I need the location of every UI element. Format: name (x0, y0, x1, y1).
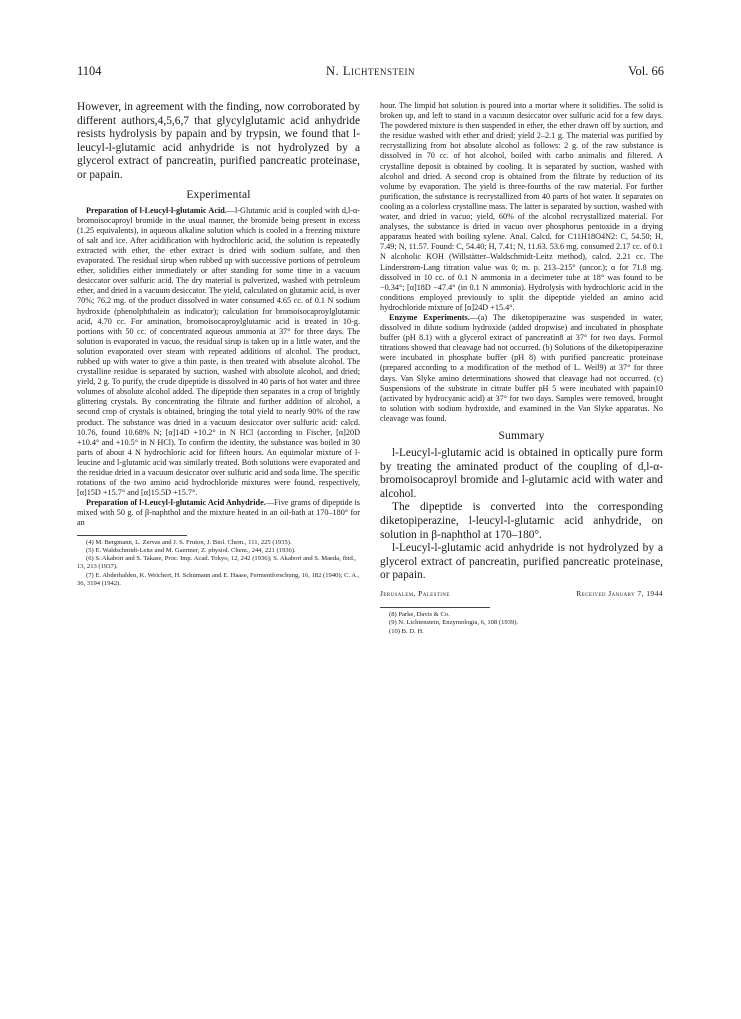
prep-anhydride-paragraph (77, 498, 360, 528)
experimental-heading: Experimental (186, 188, 251, 201)
address-location: Jerusalem, Palestine (380, 588, 450, 598)
page-number: 1104 (77, 64, 102, 78)
volume-label: Vol. 66 (628, 64, 664, 78)
prep-dipeptide-text: —l-Glutamic acid is coupled with d,l-α-bromoisocaproyl bromide in the usual manner, the bromide being present in excess (1.25 equivalents), in aqueous alkaline solution which is cooled in a freezing mixture of salt and ice. After acidification with hydrochloric acid, the solution is repeatedly extracted with ether, the ether extract is dried with sodium sulfate, and then evaporated. The residual sirup when rubbed up with successive portions of petroleum ether, solidifies either immediately or after standing for some time in a vacuum desiccator over sulfuric acid. The dry material is pulverized, washed with petroleum ether, and dried in a vacuum desiccator. The yield, calculated on glutamic acid, is over 70%; 76.2 mg. of the product dissolved in water consumed 4.65 cc. of 0.1 N sodium hydroxide (phenolphthalein as indicator); calculation for bromoisocaproylglutamic acid, 4.70 cc. For amination, bromoisocaproylglutamic acid is treated in 10-g. portions with 50 cc. of concentrated aqueous ammonia at 37° for three days. The solution is evaporated in vacuo, the residual sirup is taken up in a little water, and the solution evaporated over steam with repeated additions of alcohol. The product, rubbed up with water to give a thin paste, is then treated with absolute alcohol. The crystalline residue is separated by suction, washed with absolute alcohol, and dried; yield, 2 g. To purify, the crude dipeptide is dissolved in 40 parts of hot water and three volumes of absolute alcohol added. The dipeptide then separates in a crop of brightly glittering crystals. By concentrating the filtrate and further addition of alcohol, a second crop of crystals is obtained, bringing the total yield to nearly 90% of the raw product. The substance was dried in a vacuum desiccator over sulfuric acid: calcd. 10.76, found 10.68% N; [α]14D +10.2° in N HCl (according to Fischer, [α]20D +10.4° and +10.5° in N HCl). To confirm the identity, the substance was boiled in 30 parts of about 4 N hydrochloric acid for fifteen hours. An equimolar mixture of l-leucine and l-glutamic acid was similarly treated. Both solutions were evaporated and the residue dried in a vacuum desiccator over sulfuric acid and soda lime. The specific rotations of the two amino acid hydrochloride mixtures were found, respectively, [α]15D +15.7° and [α]15.5D +15.7°. (77, 205, 360, 498)
enzyme-text: —(a) The diketopiperazine was suspended in water, dissolved in dilute sodium hydroxide (added dropwise) and incubated in phosphate buffer (pH 8.1) with a glycerol extract of pancreatin8 at 37° for two days. Formol titrations showed that cleavage had not occurred. (b) Solutions of the diketopiperazine were incubated in phosphate buffer (pH 8) with purified pancreatic proteinase (prepared according to a modification of the method of L. Weil9) at 37° for three days. Van Slyke amino determinations showed that cleavage had not occurred. (c) Suspensions of the substrate in citrate buffer pH 5 were incubated with papain10 (activated by hydrocyanic acid) at 37° for two days. Samples were removed, brought to solution with sodium hydroxide, and examined in the Van Slyke apparatus. No cleavage was found. (380, 312, 663, 423)
footnote-rule (380, 607, 490, 608)
prep-dipeptide-paragraph (77, 206, 360, 499)
prep-anhydride-text: —Five grams of dipeptide is mixed with 50 g. of β-naphthol and the mixture heated in an oil-bath at 170–180° for an (77, 498, 360, 528)
right-column (380, 101, 663, 636)
footnote: (10) B. D. H. (389, 627, 424, 635)
address-line (380, 589, 663, 601)
footnote-rule (77, 535, 187, 536)
summary-paragraph: l-Leucyl-l-glutamic acid is obtained in optically pure form by treating the aminated product of the coupling of d,l-α-bromoisocaproyl bromide and l-glutamic acid with water and alcohol. (380, 447, 663, 500)
running-author: N. Lichtenstein (326, 64, 415, 78)
enzyme-paragraph (380, 313, 663, 424)
left-column (77, 101, 360, 588)
footnote: (8) Parke, Davis & Co. (389, 610, 450, 618)
running-head (77, 64, 664, 80)
received-date: Received January 7, 1944 (576, 588, 663, 598)
summary-heading: Summary (498, 430, 545, 442)
intro-paragraph: However, in agreement with the finding, now corroborated by different authors,4,5,6,7 that glycylglutamic acid anhydride resists hydrolysis by papain and by trypsin, we found that l-leucyl-l-glutamic acid anhydride is not hydrolyzed by a glycerol extract of pancreatin, purified pancreatic proteinase, or papain. (77, 101, 360, 181)
anhydride-continuation-paragraph: hour. The limpid hot solution is poured into a mortar where it solidifies. The solid is broken up, and left to stand in a vacuum desiccator over sulfuric acid for a few days. The powdered mixture is then suspended in ether, the ether drawn off by suction, and the residue washed with ether and dried; yield 2–2.1 g. The material was purified by recrystallizing from hot absolute alcohol as follows: 2 g. of the raw substance is dissolved in 70 cc. of hot alcohol, boiled with carbo animalis and filtered. A crystalline deposit is obtained by cooling. It is separated by suction, washed with alcohol and dried. A second crop is obtained from the filtrate by reduction of its volume by evaporation. The yield is three-fourths of the raw material. For further purification, the substance is recrystallized from 40 parts of hot water. It separates on cooling as a colorless crystalline mass. The latter is separated by suction, washed with water, and dried in vacuo; yield, 60% of the alcohol recrystallized material. For analyses, the substance is dried in vacuo over phosphorus pentoxide in a drying apparatus heated with boiling xylene. Anal. Calcd. for C11H18O4N2: C, 54.50; H, 7.49; N, 11.57. Found: C, 54.40; H, 7.41; N, 11.63. 53.6 mg. consumed 2.17 cc. of 0.1 N alcoholic KOH (Willstätter–Waldschmidt-Leitz method), calcd. 2.21 cc. The Linderstrøm-Lang titration value was 0; m. p. 213–215° (uncor.); α for 71.8 mg. dissolved in 10 cc. of 0.1 N ammonia in a decimeter tube at 18° was found to be −0.34°; [α]18D −47.4° (in 0.1 N ammonia). Hydrolysis with hydrochloric acid in the conditions employed previously to split the dipeptide yielded an amino acid hydrochloride mixture of [α]24D +15.4°. (380, 101, 663, 312)
footnote: (4) M. Bergmann, L. Zervas and J. S. Fruton, J. Biol. Chem., 111, 225 (1935). (86, 538, 292, 546)
prep-dipeptide-title: Preparation of l-Leucyl-l-glutamic Acid. (86, 205, 227, 215)
footnote: (5) E. Waldschmidt-Leitz and M. Gaertner, Z. physiol. Chem., 244, 221 (1936). (86, 546, 296, 554)
summary-paragraph: l-Leucyl-l-glutamic acid anhydride is not hydrolyzed by a glycerol extract of pancreatin, purified pancreatic proteinase, or papain. (380, 542, 663, 582)
summary-paragraph: The dipeptide is converted into the corresponding diketopiperazine, l-leucyl-l-glutamic acid anhydride, on solution in β-naphthol at 170–180°. (380, 501, 663, 541)
enzyme-title: Enzyme Experiments. (389, 312, 470, 322)
footnote: (7) E. Abderhalden, K. Weichert, H. Schumann and E. Haase, Fermentforschung, 16, 182 (1940); C. A., 36, 3194 (1942). (77, 571, 360, 588)
footnote: (9) N. Lichtenstein, Enzymologia, 6, 108 (1939). (389, 619, 519, 627)
footnote: (6) S. Akabori and S. Takase, Proc. Imp. Acad. Tokyo, 12, 242 (1936); S. Akabori and S. Maeda, ibid., 13, 213 (1937). (77, 555, 357, 571)
prep-anhydride-title: Preparation of l-Leucyl-l-glutamic Acid Anhydride. (86, 498, 266, 508)
